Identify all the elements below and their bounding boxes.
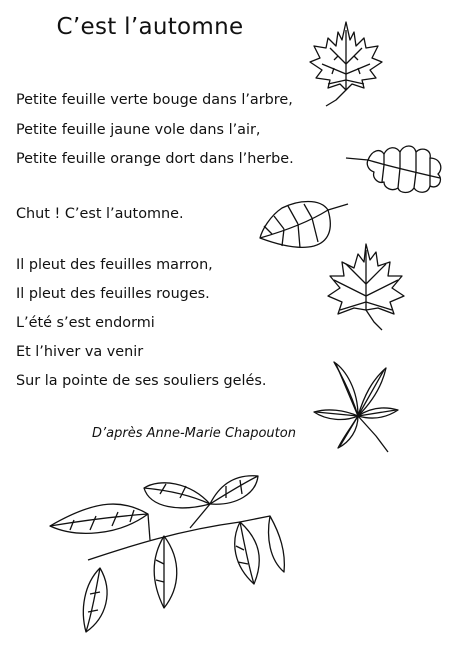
maple-leaf-icon xyxy=(306,18,386,110)
poem-line: Petite feuille orange dort dans l’herbe. xyxy=(16,151,294,167)
poem-line: Sur la pointe de ses souliers gelés. xyxy=(16,373,267,389)
poem-line: Chut ! C’est l’automne. xyxy=(16,206,184,222)
plane-leaf-icon xyxy=(324,240,408,332)
poem-title: C’est l’automne xyxy=(56,14,244,40)
poem-line: L’été s’est endormi xyxy=(16,315,155,331)
poem-line: Et l’hiver va venir xyxy=(16,344,144,360)
poem-line: Il pleut des feuilles rouges. xyxy=(16,286,210,302)
chestnut-leaf-icon xyxy=(312,356,400,456)
poem-line: Il pleut des feuilles marron, xyxy=(16,257,213,273)
poem-credit: D’après Anne-Marie Chapouton xyxy=(92,426,296,441)
poem-line: Petite feuille verte bouge dans l’arbre, xyxy=(16,92,293,108)
poem-line: Petite feuille jaune vole dans l’air, xyxy=(16,122,261,138)
birch-branch-icon xyxy=(40,464,300,640)
oak-leaf-icon xyxy=(344,138,448,198)
